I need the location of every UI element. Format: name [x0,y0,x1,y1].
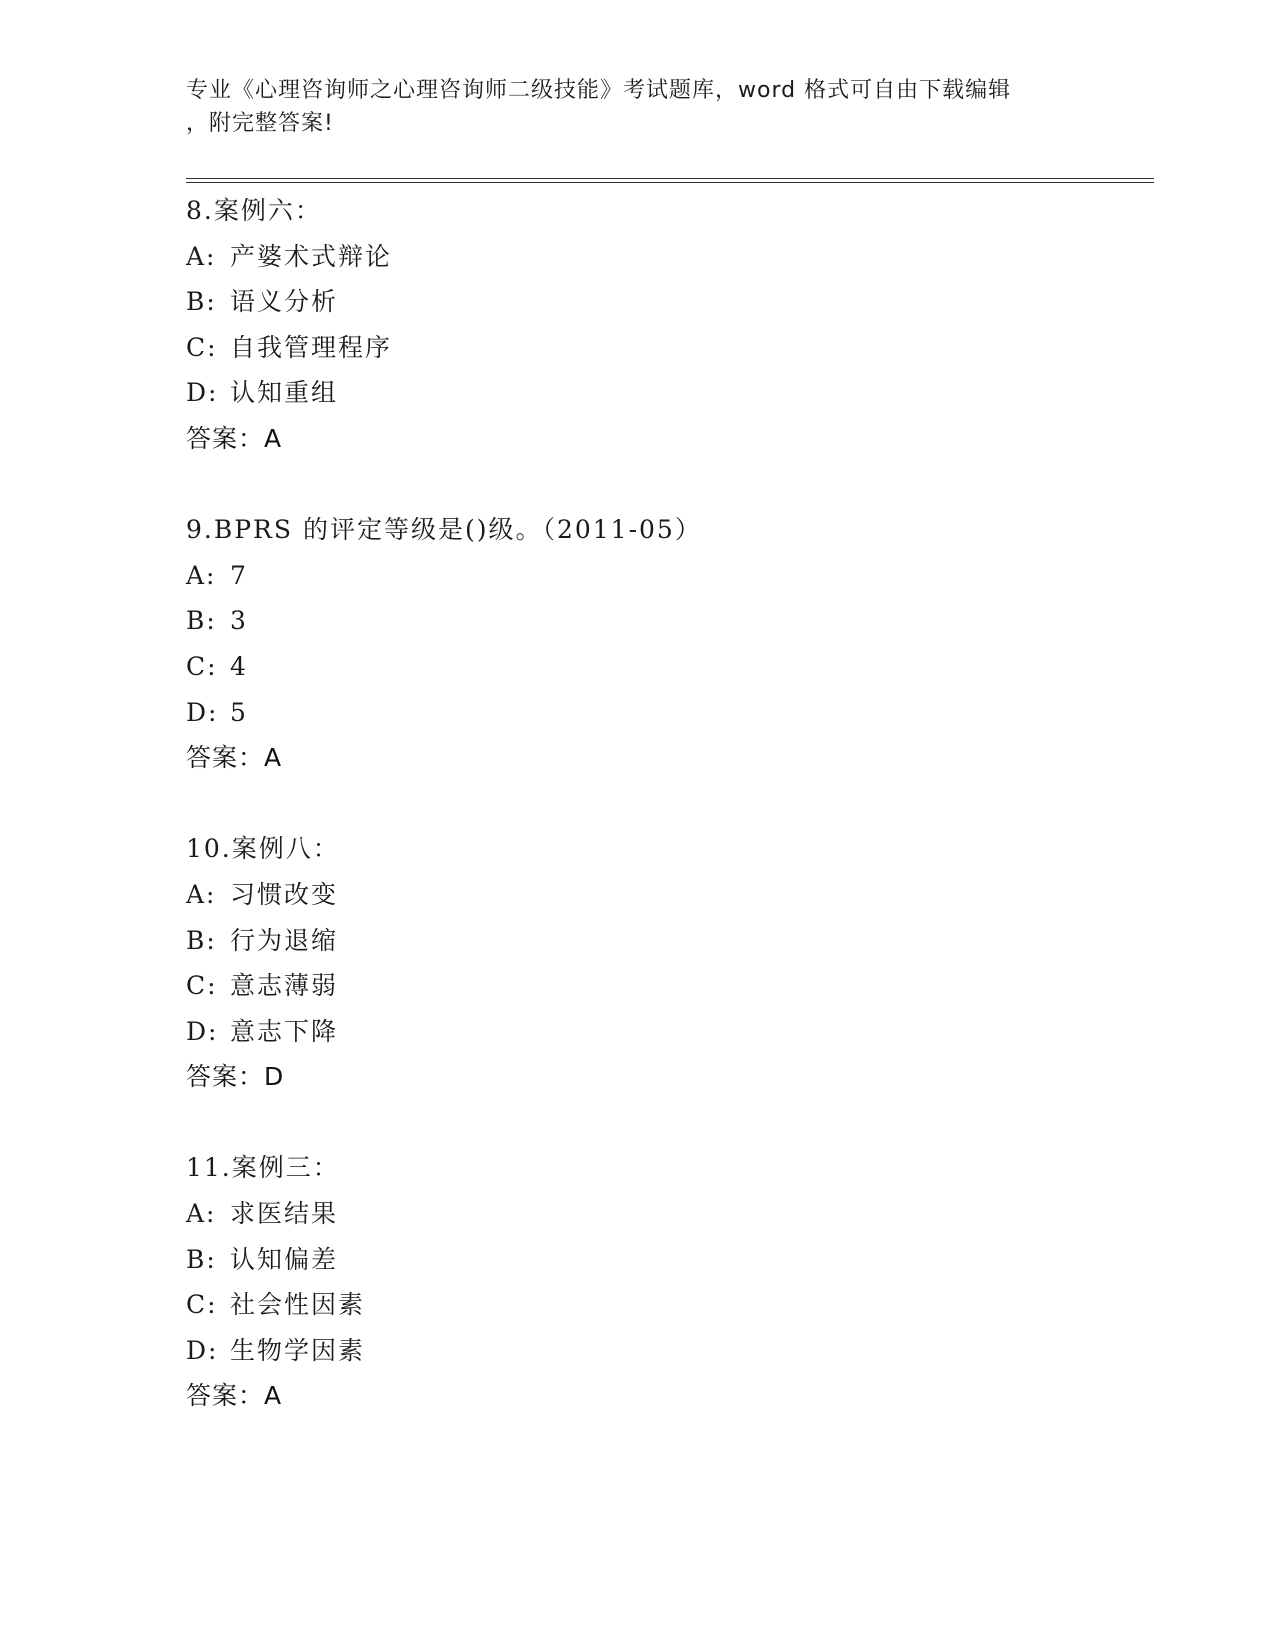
option-text: 语义分析 [230,287,339,317]
option-letter: D: [186,378,219,408]
spacer [186,1100,1154,1146]
answer: 答案：A [186,423,283,453]
option-letter: C: [186,1290,218,1320]
option-d [186,1009,1154,1055]
option-text: 习惯改变 [230,879,339,909]
option-a [186,553,1154,599]
question-title: 9.BPRS 的评定等级是()级。（2011-05） [186,515,702,545]
option-text: 行为退缩 [230,925,339,955]
header-divider-bottom [186,182,1154,183]
option-letter: A: [186,241,217,271]
option-letter: A: [186,560,217,590]
option-text: 生物学因素 [230,1335,366,1365]
option-text: 求医结果 [230,1199,339,1229]
option-letter: A: [186,1199,217,1229]
option-text: 3 [230,606,248,636]
question-9 [186,507,1154,826]
option-letter: D: [186,697,219,727]
option-b [186,1237,1154,1283]
option-text: 社会性因素 [230,1290,366,1320]
option-b [186,918,1154,964]
option-d [186,690,1154,736]
option-a [186,872,1154,918]
header-line-1: 专业《心理咨询师之心理咨询师二级技能》考试题库，word 格式可自由下载编辑 [186,78,1012,103]
option-a [186,234,1154,280]
option-text: 4 [230,651,248,681]
option-letter: C: [186,332,218,362]
option-c [186,644,1154,690]
question-title: 11.案例三： [186,1153,340,1183]
option-letter: D: [186,1016,219,1046]
answer: 答案：D [186,1062,285,1092]
answer: 答案：A [186,743,283,773]
question-title: 10.案例八： [186,834,340,864]
spacer [186,462,1154,508]
option-text: 意志下降 [230,1016,339,1046]
header-divider-top [186,178,1154,179]
option-letter: C: [186,651,218,681]
option-c [186,325,1154,371]
option-text: 认知重组 [230,378,339,408]
option-letter: B: [186,606,217,636]
answer: 答案：A [186,1381,283,1411]
option-b [186,598,1154,644]
document-header [186,74,1086,140]
option-text: 认知偏差 [230,1244,339,1274]
option-d [186,370,1154,416]
option-letter: D: [186,1335,219,1365]
question-list [186,188,1154,1419]
option-b [186,279,1154,325]
question-8 [186,188,1154,507]
option-text: 7 [230,560,248,590]
spacer [186,781,1154,827]
question-11 [186,1145,1154,1419]
option-c [186,1282,1154,1328]
option-c [186,963,1154,1009]
option-text: 自我管理程序 [230,332,393,362]
option-letter: B: [186,287,217,317]
option-letter: C: [186,971,218,1001]
option-text: 5 [230,697,248,727]
option-d [186,1328,1154,1374]
option-letter: B: [186,1244,217,1274]
option-a [186,1191,1154,1237]
question-10 [186,826,1154,1145]
question-title: 8.案例六： [186,196,322,225]
option-text: 意志薄弱 [230,971,339,1001]
option-letter: B: [186,925,217,955]
option-letter: A: [186,879,217,909]
option-text: 产婆术式辩论 [230,241,393,271]
header-line-2: ，附完整答案! [186,111,334,136]
